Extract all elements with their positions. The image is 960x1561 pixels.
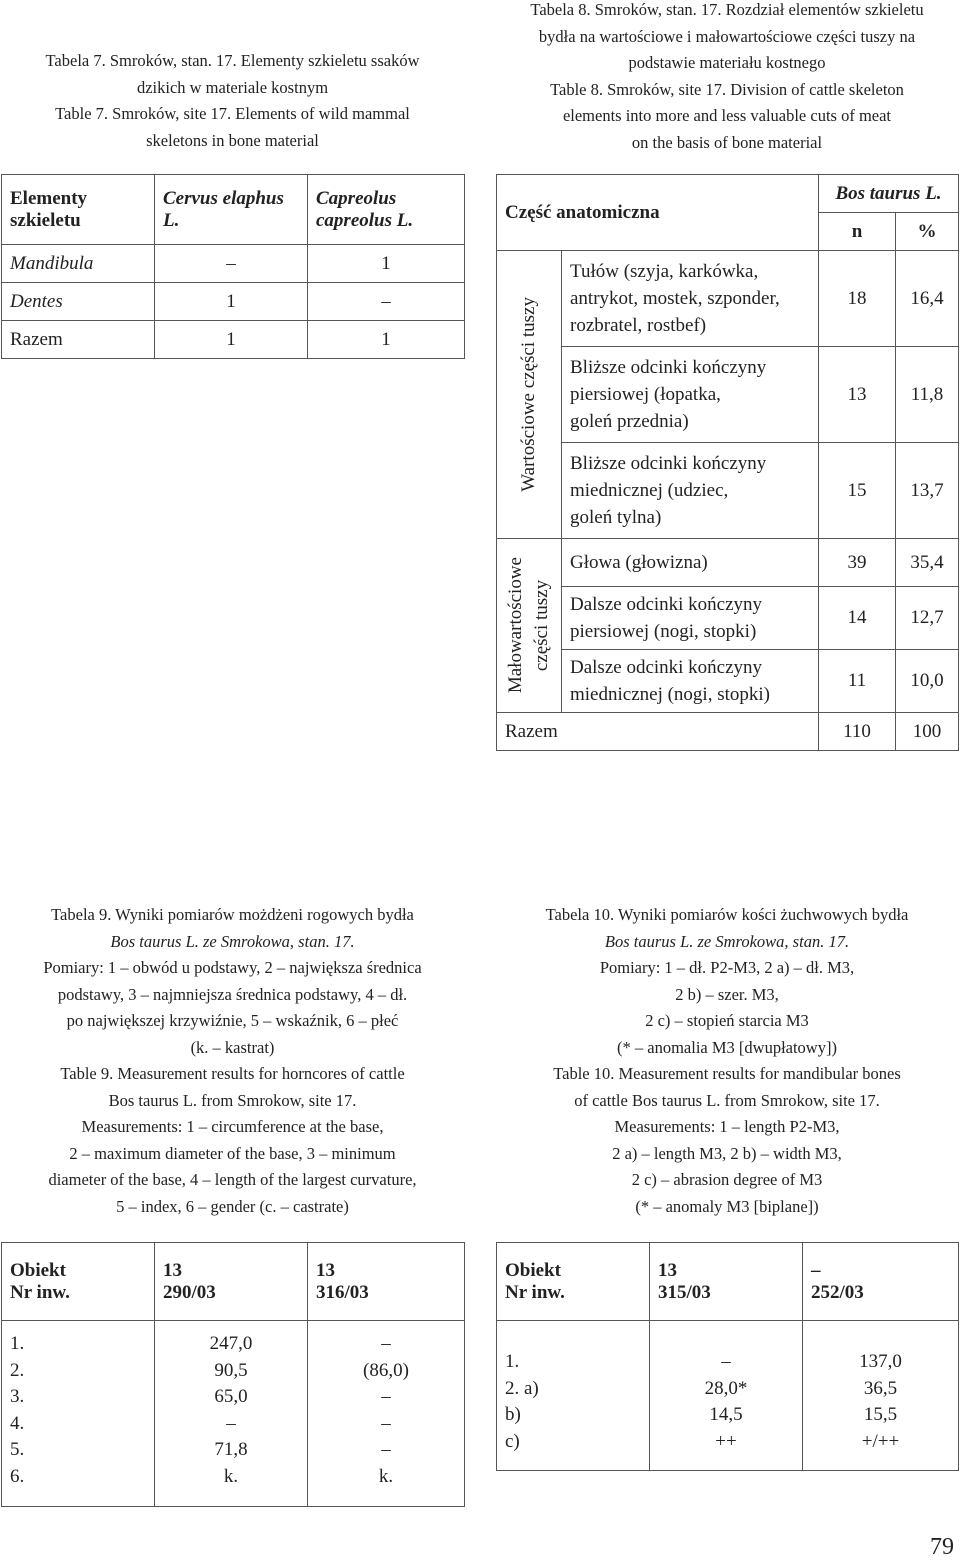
row-label: c) (505, 1430, 520, 1452)
table7-caption (0, 48, 465, 154)
row-label: b) (505, 1404, 521, 1425)
caption-line: Bos taurus L. from Smrokow, site 17. (108, 1090, 357, 1110)
caption-line: Tabela 9. Wyniki pomiarów możdżeni rogowych bydła (51, 905, 414, 924)
cell-value: ++ (715, 1430, 737, 1452)
caption-line: Table 10. Measurement results for mandibular bones (553, 1064, 901, 1083)
caption-line: Tabela 8. Smroków, stan. 17. Rozdział elementów szkieletu (530, 0, 924, 19)
group-less-valuable (497, 539, 562, 713)
header-text: – (811, 1259, 821, 1281)
table7-header-capreolus (308, 175, 465, 245)
caption-line: Table 8. Smroków, site 17. Division of cattle skeleton (550, 79, 904, 99)
row-label: Razem (497, 713, 819, 751)
header-col2 (308, 1243, 465, 1321)
row-label: 2. a) (505, 1377, 539, 1399)
label-line: piersiowej (łopatka, (570, 384, 721, 405)
label-line: piersiowej (nogi, stopki) (570, 621, 757, 642)
group-valuable (497, 251, 562, 539)
label-line: miednicznej (udziec, (570, 480, 729, 501)
header-text: Obiekt (10, 1259, 66, 1281)
table-row (2, 283, 465, 321)
header-text: Cervus elaphus L. (163, 187, 284, 231)
table-body (2, 1321, 465, 1507)
labels-column (497, 1321, 650, 1471)
cell-value: – (381, 1439, 391, 1460)
page-number: 79 (930, 1534, 954, 1560)
header-text: Bos taurus L. (835, 182, 942, 204)
caption-line: 2 c) – stopień starcia M3 (645, 1011, 809, 1030)
cell-value: 137,0 (859, 1351, 902, 1372)
table-row (2, 321, 465, 359)
caption-line: dzikich w materiale kostnym (136, 77, 329, 97)
row-label: 2. (10, 1359, 25, 1381)
table-row (497, 650, 959, 713)
label-line: antrykot, mostek, szponder, (570, 288, 780, 309)
row-label (562, 539, 819, 587)
caption-line: podstawy, 3 – najmniejsza średnica podstawy, 4 – dł. (57, 984, 408, 1004)
row-label: 3. (10, 1386, 25, 1407)
table7-header-cervus (155, 175, 308, 245)
cell-pct: 12,7 (896, 587, 959, 650)
group-label: Wartościowe części tuszy (518, 297, 539, 492)
cell-n: 13 (819, 347, 896, 443)
caption-text: Bos taurus L. ze Smrokowa, stan. 17. (604, 931, 850, 951)
cell-value: – (721, 1351, 731, 1372)
caption-line (0, 929, 465, 956)
table-body (497, 1321, 959, 1471)
header-text: 13 (163, 1259, 182, 1281)
header-text: Elementy szkieletu (10, 187, 88, 231)
cell-value: 90,5 (214, 1359, 248, 1381)
cell-pct: 16,4 (896, 251, 959, 347)
header-text: 13 (658, 1259, 677, 1281)
cell-value: k. (378, 1465, 394, 1487)
caption-line: of cattle Bos taurus L. from Smrokow, site 17. (574, 1090, 880, 1110)
table-row (497, 539, 959, 587)
label-line: Bliższe odcinki kończyny (570, 453, 767, 474)
table-row (497, 347, 959, 443)
header-text: Nr inw. (10, 1281, 70, 1303)
caption-line: diameter of the base, 4 – length of the largest curvature, (48, 1170, 417, 1189)
caption-line (496, 929, 958, 956)
row-label (562, 443, 819, 539)
caption-line: 2 b) – szer. M3, (675, 984, 779, 1004)
caption-line: Tabela 7. Smroków, stan. 17. Elementy szkieletu ssaków (45, 51, 420, 70)
caption-line: Table 7. Smroków, site 17. Elements of wild mammal (55, 104, 410, 123)
header-text: 290/03 (163, 1281, 216, 1303)
values-column (650, 1321, 803, 1471)
group-label-line: części tuszy (531, 579, 552, 672)
row-label: Razem (2, 321, 155, 359)
cell-pct: 100 (896, 713, 959, 751)
cell-n: 110 (819, 713, 896, 751)
cell-value: 36,5 (863, 1377, 898, 1399)
group-label (503, 557, 555, 693)
caption-line: Measurements: 1 – circumference at the base, (81, 1117, 384, 1136)
table10-caption (496, 902, 958, 1220)
caption-line: Pomiary: 1 – obwód u podstawy, 2 – największa średnica (43, 958, 422, 977)
row-label: Dentes (2, 283, 155, 321)
caption-line: po największej krzywiźnie, 5 – wskaźnik, 6 – płeć (66, 1011, 399, 1030)
caption-line: podstawie materiału kostnego (628, 53, 826, 72)
cell-value: – (308, 283, 465, 321)
table8-header-pct: % (896, 213, 959, 251)
header-col2 (803, 1243, 959, 1321)
caption-line: (* – anomalia M3 [dwupłatowy]) (617, 1037, 837, 1057)
cell-value: 14,5 (709, 1404, 743, 1425)
header-text: Nr inw. (505, 1281, 565, 1303)
label-line: Bliższe odcinki kończyny (570, 357, 767, 378)
cell-pct: 10,0 (896, 650, 959, 713)
caption-line: Measurements: 1 – length P2-M3, (614, 1117, 840, 1136)
cell-n: 39 (819, 539, 896, 587)
cell-pct: 13,7 (896, 443, 959, 539)
row-label: 5. (10, 1439, 25, 1460)
caption-line: 5 – index, 6 – gender (c. – castrate) (116, 1196, 349, 1216)
table-row (2, 245, 465, 283)
row-label (562, 347, 819, 443)
row-label (562, 587, 819, 650)
cell-n: 11 (819, 650, 896, 713)
header-col1 (155, 1243, 308, 1321)
caption-line: 2 c) – abrasion degree of M3 (631, 1170, 823, 1189)
caption-line: Pomiary: 1 – dł. P2-M3, 2 a) – dł. M3, (599, 958, 855, 977)
cell-value: 1 (308, 245, 465, 283)
cell-value: 1 (155, 321, 308, 359)
row-label (562, 650, 819, 713)
caption-line: on the basis of bone material (631, 132, 823, 152)
label-line: goleń przednia) (570, 411, 689, 432)
cell-value: 71,8 (214, 1439, 248, 1460)
cell-value: 65,0 (214, 1386, 248, 1407)
cell-value: k. (223, 1465, 239, 1487)
caption-line: skeletons in bone material (146, 130, 319, 150)
row-label (562, 251, 819, 347)
table7 (1, 174, 465, 359)
header-text: Capreolus capreolus L. (316, 187, 414, 231)
cell-n: 18 (819, 251, 896, 347)
cell-value: – (155, 245, 308, 283)
header-text: 13 (316, 1259, 335, 1281)
cell-value: – (226, 1412, 236, 1434)
cell-value: 15,5 (863, 1404, 898, 1425)
label-line: Dalsze odcinki kończyny (570, 594, 763, 615)
table8 (496, 174, 959, 751)
values-column (308, 1321, 465, 1507)
cell-value: – (381, 1333, 391, 1354)
label-line: Głowa (głowizna) (570, 552, 708, 573)
cell-value: – (381, 1412, 391, 1434)
caption-line: elements into more and less valuable cuts of meat (562, 106, 892, 125)
row-label: 1. (505, 1351, 520, 1372)
label-line: rozbratel, rostbef) (570, 315, 707, 336)
cell-value: +/++ (861, 1430, 900, 1452)
cell-value: 28,0* (704, 1377, 748, 1399)
cell-value: (86,0) (363, 1359, 409, 1381)
values-column (803, 1321, 959, 1471)
cell-pct: 11,8 (896, 347, 959, 443)
caption-line: Tabela 10. Wyniki pomiarów kości żuchwowych bydła (545, 905, 909, 924)
cell-n: 14 (819, 587, 896, 650)
caption-text: Bos taurus L. ze Smrokowa, stan. 17. (110, 931, 355, 951)
header-text: 252/03 (811, 1281, 864, 1303)
caption-line: bydła na wartościowe i małowartościowe części tuszy na (538, 26, 916, 46)
table-row (497, 251, 959, 347)
header-text: 315/03 (658, 1281, 711, 1303)
caption-line: 2 a) – length M3, 2 b) – width M3, (612, 1143, 842, 1163)
labels-column (2, 1321, 155, 1507)
table10 (496, 1242, 959, 1471)
caption-line: (* – anomaly M3 [biplane]) (635, 1196, 819, 1216)
cell-value: 247,0 (209, 1333, 253, 1354)
label-line: miednicznej (nogi, stopki) (570, 684, 770, 705)
row-label: 6. (10, 1465, 25, 1487)
label-line: Dalsze odcinki kończyny (570, 657, 763, 678)
table8-caption (496, 0, 958, 156)
table8-header-part (497, 175, 819, 251)
table9 (1, 1242, 465, 1507)
cell-n: 15 (819, 443, 896, 539)
label-line: goleń tylna) (570, 507, 662, 528)
label-line: Tułów (szyja, karkówka, (570, 261, 759, 282)
header-text: Obiekt (505, 1259, 561, 1281)
row-label: 1. (10, 1333, 25, 1354)
table-row (497, 443, 959, 539)
values-column (155, 1321, 308, 1507)
row-label: 4. (10, 1412, 25, 1434)
cell-value: – (381, 1386, 391, 1407)
table7-header-elements (2, 175, 155, 245)
table8-header-species (819, 175, 959, 213)
table-row-total (497, 713, 959, 751)
cell-pct: 35,4 (896, 539, 959, 587)
table8-header-n: n (819, 213, 896, 251)
table-row (497, 587, 959, 650)
cell-value: 1 (155, 283, 308, 321)
row-label: Mandibula (2, 245, 155, 283)
caption-line: 2 – maximum diameter of the base, 3 – minimum (69, 1143, 396, 1163)
group-label-line: Małowartościowe (505, 557, 526, 694)
header-object (2, 1243, 155, 1321)
header-text: 316/03 (316, 1281, 369, 1303)
header-object (497, 1243, 650, 1321)
table9-caption (0, 902, 465, 1220)
cell-value: 1 (308, 321, 465, 359)
caption-line: (k. – kastrat) (190, 1037, 275, 1057)
header-text: Część anatomiczna (505, 201, 660, 223)
caption-line: Table 9. Measurement results for horncores of cattle (60, 1064, 405, 1083)
header-col1 (650, 1243, 803, 1321)
